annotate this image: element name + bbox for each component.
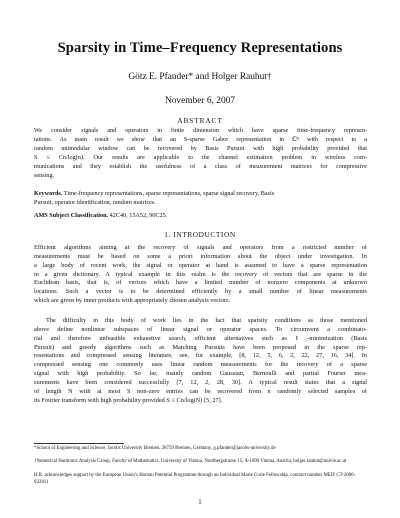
body-line: signal with high probability. So far, mainly random Gaussian, Bernoulli and partial Fourier mea- xyxy=(34,370,367,378)
body-line: its Fourier transform with high probability provided S ≤ Cn/log(N) [5, 27]. xyxy=(34,396,223,404)
abstract-line: tations. As main result we show that an S-sparse Gabor representation in ℂⁿ with respect to a xyxy=(34,135,367,143)
keywords-line: Pursuit, operator identification, random matrices. xyxy=(34,198,156,206)
intro-paragraph-2 xyxy=(34,317,367,405)
body-line: resentations and compressed sensing literature, see, for example, [8, 12, 5, 6, 2, 22, 27, 16, 34]. In xyxy=(34,352,367,360)
abstract-line: We consider signals and operators in finite dimension which have sparse time-frequency represen- xyxy=(34,127,367,134)
abstract-line: S ≤ Cn/log(n). Our results are applicable to the channel estimation problem in wireless com- xyxy=(34,153,367,161)
body-line: locations. Such a vector is to be determined efficiently by a small number of linear measurements xyxy=(34,288,367,296)
body-line: Pursuit) and greedy algorithms such as Matching Pursuits have been proposed in the sparse rep- xyxy=(34,343,367,351)
ams-label: AMS Subject Classification. xyxy=(34,212,109,219)
footnote-1: *School of Engineering and Science, Jacobs University Bremen, 28759 Bremen, Germany, g.pfander@jacobs-university.de xyxy=(34,446,276,451)
paper-title: Sparsity in Time–Frequency Representations xyxy=(57,40,343,56)
ams-classification xyxy=(34,212,367,219)
body-line: measurements must be based on some a priori information about the object under investigation. In xyxy=(34,252,367,260)
body-line: Efficient algorithms aiming at the recovery of signals and operators from a restricted number of xyxy=(34,244,367,251)
abstract-line: random unimodular window can be recovered by Basis Pursuit with high probability provided that xyxy=(34,144,367,152)
body-line: The difficulty in this body of work lies in the fact that sparsity conditions as those mentioned xyxy=(46,317,367,324)
keywords-line: Time-frequency representations, sparse representations, sparse signal recovery, Basis xyxy=(63,190,275,197)
footnote-rule xyxy=(34,443,124,444)
abstract-line: munications and they establish the usefulness of a class of measurement matrices for compressive xyxy=(34,162,367,170)
keywords-label: Keywords. xyxy=(34,190,63,197)
ams-codes: 42C40, 15A52, 90C25. xyxy=(109,212,168,219)
paper-date: November 6, 2007 xyxy=(164,96,236,106)
body-line: in a given dictionary. A typical example in this realm is the recovery of vectors that are sparse in the xyxy=(34,270,367,278)
intro-paragraph-1 xyxy=(34,244,367,306)
paper-authors: Götz E. Pfander* and Holger Rauhut† xyxy=(128,72,272,82)
abstract-heading: ABSTRACT xyxy=(177,116,223,125)
body-line: which are given by inner products with appropriately chosen analysis vectors. xyxy=(34,297,231,305)
footnote-2: †Numerical Harmonic Analysis Group, Faculty of Mathematics, University of Vienna, Nordbergstrasse 15, A-1090 Vienna, Austria, holger.rauhut@univie.ac.at xyxy=(34,459,347,464)
abstract-body xyxy=(34,127,367,180)
body-line: rial and therefore unfeasible exhaustive search, efficient alternatives such as ℓ₁-minimization (Basis xyxy=(34,334,367,342)
footnote-3: H.R. acknowledges support by the European Union’s Human Potential Programme through an Individual Marie Curie Fellowship, contract number MEIF CT-2006-022811 xyxy=(34,473,356,485)
section-heading: 1. INTRODUCTION xyxy=(164,230,236,239)
body-line: Euclidean basis, that is, of vectors which have a limited number of nonzero components at unknown xyxy=(34,279,367,287)
body-line: compressed sensing one commonly uses linear random measurements for the recovery of a sparse xyxy=(34,361,367,369)
body-line: above define nonlinear subspaces of linear signal or operator spaces. To circumvent a combinato- xyxy=(34,325,367,333)
abstract-line: sensing. xyxy=(34,171,55,179)
keywords-block xyxy=(34,190,367,208)
body-line: surements have been considered successfully [7, 12, 2, 28, 30]. A typical result states that a signal xyxy=(34,378,367,386)
body-line: a large body of recent work, the signal or operator at hand is assumed to have a sparse representation xyxy=(34,261,367,269)
page-number: 1 xyxy=(198,499,202,506)
body-line: of length N with at most S non-zero entries can be recovered from n randomly selected samples of xyxy=(34,387,367,395)
